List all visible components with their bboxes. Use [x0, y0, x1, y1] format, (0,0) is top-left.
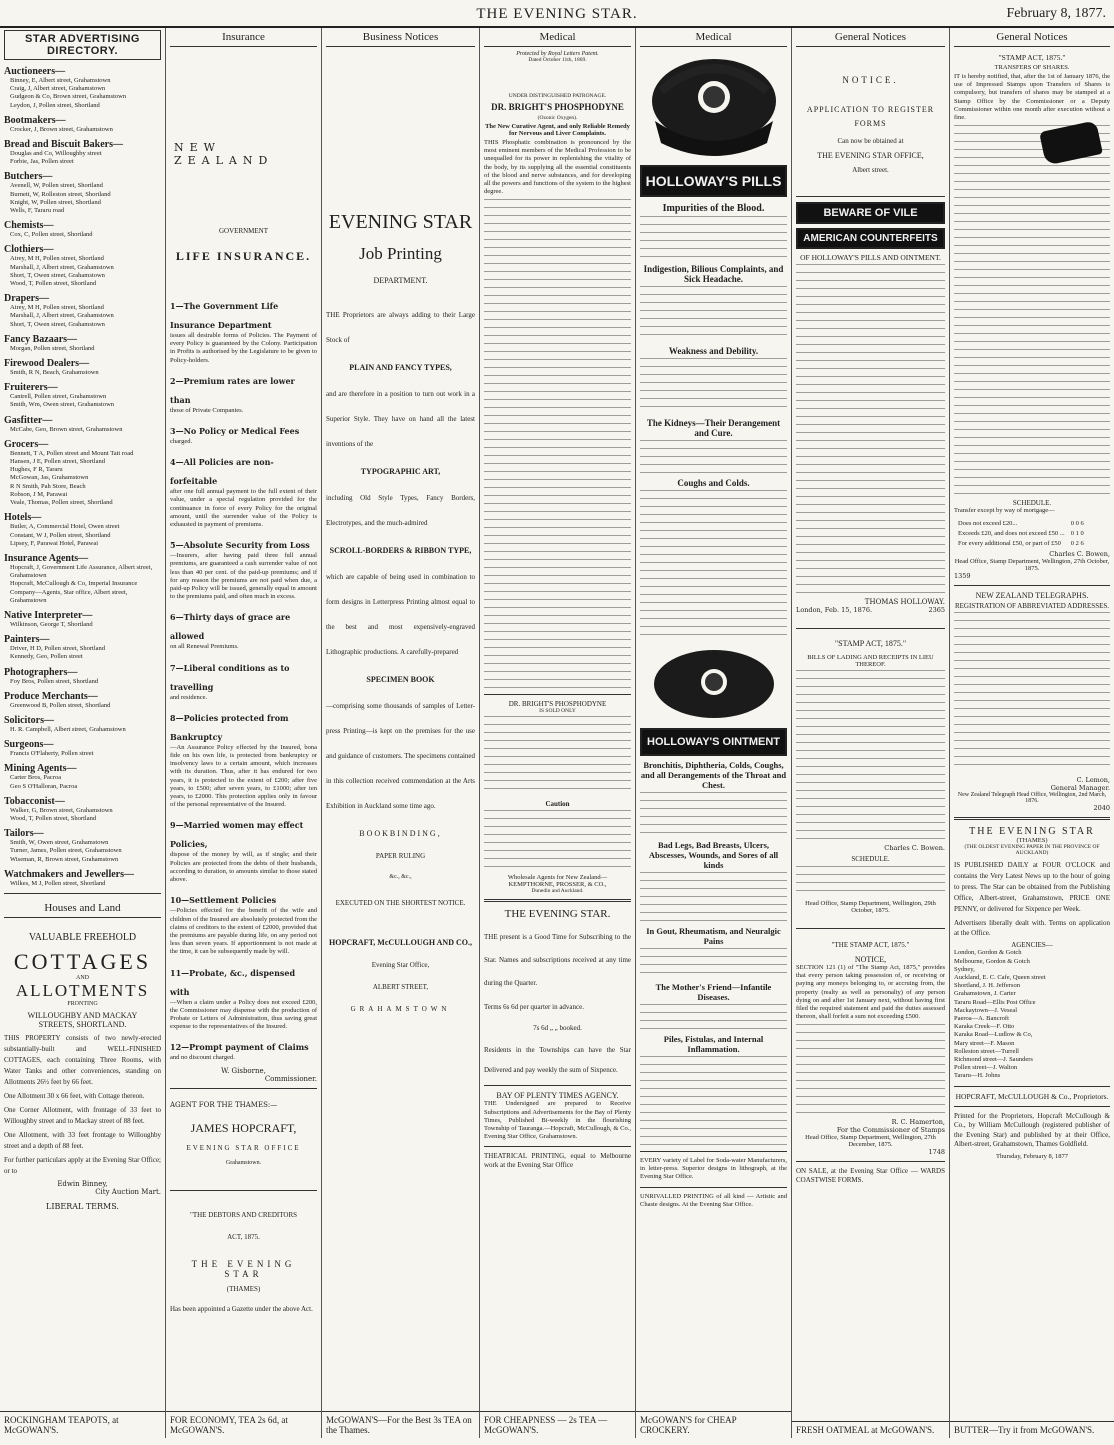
item-heading: 8—Policies protected from Bankruptcy — [170, 712, 289, 742]
mothers-friend-heading: The Mother's Friend—Infantile Diseases. — [655, 982, 772, 1002]
bowen-signature: Charles C. Bowen, — [1049, 550, 1110, 559]
item-heading: 1—The Government Life Insurance Department — [170, 301, 279, 330]
paper-ruling: PAPER RULING — [375, 852, 426, 860]
insurance-item — [170, 1035, 317, 1062]
and-text: AND — [76, 974, 89, 981]
column-header: Medical — [640, 28, 787, 47]
ointment-crest — [641, 644, 787, 724]
directory-category: Chemists— — [4, 220, 54, 232]
footer-ad: FRESH OATMEAL at McGOWAN'S. — [792, 1421, 949, 1438]
scroll-borders: SCROLL-BORDERS & RIBBON TYPE, — [329, 546, 472, 555]
item-heading: 2—Premium rates are lower than — [170, 375, 295, 405]
agency-entry: Pollen street—J. Walton — [954, 1064, 1018, 1072]
holloway-signature: THOMAS HOLLOWAY. — [864, 598, 945, 606]
agencies-heading: AGENCIES— — [1011, 941, 1053, 950]
plain-fancy-types: PLAIN AND FANCY TYPES, — [349, 363, 452, 372]
piles-heading: Piles, Fistulas, and Internal Inflammation. — [663, 1034, 764, 1054]
grahamstown: GRAHAMSTOWN — [350, 1005, 451, 1013]
thames-heading: (THAMES) — [226, 1284, 261, 1293]
directory-category: Auctioneers— — [4, 66, 66, 77]
star-heading: THE EVENING STAR — [191, 1258, 296, 1279]
column-header: Business Notices — [326, 28, 475, 47]
agent-office: EVENING STAR OFFICE — [186, 1143, 301, 1152]
directory-entry: Wells, F, Tararu road — [10, 207, 65, 215]
directory-entry: Wilkes, M J, Pollen street, Shortland — [10, 879, 106, 887]
ozonic-text: (Ozonic Oxygen). — [537, 115, 578, 121]
directory-entry: Hopcraft, J, Government Life Assurance, Albert street, Grahamstown — [10, 563, 153, 580]
telegraph-office: New Zealand Telegraph Head Office, Wellington, 2nd March, 1876. — [957, 792, 1107, 805]
patronage-text: UNDER DISTINGUISHED PATRONAGE. — [508, 93, 607, 99]
directory-entry: McCabe, Geo, Brown street, Grahamstown — [10, 425, 123, 433]
directory-entry: Wood, T, Pollen street, Shortland — [10, 280, 97, 288]
department-text: DEPARTMENT. — [373, 276, 428, 285]
directory-category: Butchers— — [4, 171, 53, 183]
valuable-heading: VALUABLE FREEHOLD — [28, 931, 137, 943]
agency-entry: Karaka Road—Ludlow & Co, — [954, 1031, 1033, 1039]
head-office: Head Office, Stamp Department, Wellington, 27th October, 1875. — [954, 558, 1110, 573]
old-style-text: including Old Style Types, Fancy Borders, Electrotypes, and the much-admired — [326, 494, 475, 527]
agency-entry: London, Gordon & Gotch — [954, 949, 1022, 957]
directory-category: Drapers— — [4, 293, 49, 305]
column-header: General Notices — [796, 28, 945, 47]
caution-text: Caution — [545, 800, 570, 809]
star-office: THE EVENING STAR OFFICE, — [817, 151, 924, 160]
insurance-item — [170, 369, 317, 415]
cottages-heading: COTTAGES — [13, 948, 152, 974]
telegraphs-heading: NEW ZEALAND TELEGRAPHS. — [975, 591, 1089, 601]
ad-number-2: 1748 — [928, 1148, 945, 1157]
directory-entry: Cox, C, Pollen street, Shortland — [10, 231, 93, 239]
directory-entry: Forbie, Jas, Pollen street — [10, 158, 74, 166]
transfers-text: IT is hereby notified, that, after the 1st of January 1876, the use of Impressed Stamps upon Transfers of Shares is compulsory, but transfers of shares may be stamped at a Stamp Office by the Commissioner or a Deputy Commissioner within one month after execution without a fine. — [954, 73, 1110, 122]
item-text: issues all desirable forms of Policies. The Payment of every Policy is guaranteed by the Colony. Participation in Profits is authorised by the Legislature to be given to Policy-holders. — [170, 332, 317, 364]
directory-entry: Craig, J, Albert street, Grahamstown — [10, 85, 106, 93]
sale-ad: ON SALE, at the Evening Star Office — WARDS COASTWISE FORMS. — [796, 1167, 945, 1185]
oldest-text: (THE OLDEST EVENING PAPER IN THE PROVINCE OF AUCKLAND) — [964, 844, 1100, 857]
directory-entry: Kennedy, Geo, Pollen street — [10, 653, 83, 661]
star-office: Evening Star Office, — [371, 961, 430, 969]
albert-street: ALBERT STREET, — [372, 983, 429, 991]
directory-entry: Walker, G, Brown street, Grahamstown — [10, 806, 113, 814]
schedule-label: For every additional £50, or part of £50 — [958, 540, 1061, 548]
directory-entry: Binney, E, Albert street, Grahamstown — [10, 77, 111, 84]
proprietors-text: THE Proprietors are always adding to their Large Stock of — [326, 311, 475, 344]
published-text: IS PUBLISHED DAILY at FOUR O'CLOCK and contains the Very Latest News up to the hour of going to press. The Star can be obtained from the Publishing Office, Albert-street, Grahamstown, PRICE ONE PENNY, or delivered for Sixpence per Week. — [954, 861, 1110, 914]
agent-name: JAMES HOPCRAFT, — [190, 1120, 297, 1135]
agencies-list — [954, 949, 1110, 1080]
schedule-heading: SCHEDULE. — [851, 855, 890, 863]
item-heading: 11—Probate, &c., dispensed with — [170, 967, 296, 997]
insurance-item — [170, 961, 317, 1032]
executed-text: EXECUTED ON THE SHORTEST NOTICE. — [335, 899, 466, 907]
directory-entry: Cantrell, Pollen street, Grahamstown — [10, 393, 107, 401]
insurance-item — [170, 813, 317, 884]
notice-heading: NOTICE. — [842, 75, 899, 85]
bowen-signature: Charles C. Bowen. — [884, 844, 945, 852]
job-printing-heading: Job Printing — [359, 244, 442, 263]
evening-star-heading: EVENING STAR — [328, 211, 473, 233]
specimen-book: SPECIMEN BOOK — [366, 675, 435, 684]
directory-category: Bread and Biscuit Bakers— — [4, 139, 123, 151]
residents-text: Residents in the Townships can have the Star Delivered and pay weekly the sum of Sixpence. — [484, 1046, 631, 1075]
directory-entry: Douglas and Co, Willoughby street — [10, 150, 102, 158]
column-header: General Notices — [954, 28, 1110, 47]
wholesale-text: Wholesale Agents for New Zealand— — [507, 874, 608, 882]
streets-text: WILLOUGHBY AND MACKAY STREETS, SHORTLAND. — [27, 1010, 138, 1029]
agency-entry: Grahamstown, J. Carter — [954, 990, 1016, 998]
column-directory — [0, 28, 166, 1438]
kidneys-heading: The Kidneys—Their Derangement and Cure. — [646, 418, 781, 438]
item-heading: 6—Thirty days of grace are allowed — [170, 612, 291, 642]
bills-heading: BILLS OF LADING AND RECEIPTS IN LIEU THEREOF. — [807, 654, 934, 668]
gov-heading: GOVERNMENT — [219, 227, 268, 235]
star-heading: THE EVENING STAR — [969, 826, 1095, 838]
hamerton-signature: R. C. Hamerton, — [891, 1118, 945, 1127]
theatrical-printing: THEATRICAL PRINTING, equal to Melbourne work at the Evening Star Office — [484, 1152, 631, 1170]
directory-entry: McGowan, Jas, Grahamstown — [10, 474, 89, 482]
item-text: charged. — [170, 438, 193, 446]
stamp-act-heading-2: "THE STAMP ACT, 1875." — [831, 941, 910, 949]
directory-category: Firewood Dealers— — [4, 358, 90, 370]
agency-entry: Karaka Creek—F. Otto — [954, 1023, 1015, 1031]
insurance-items — [170, 294, 317, 1063]
issue-date-footer: Thursday, February 8, 1877 — [996, 1152, 1068, 1160]
directory-entry: Veale, Thomas, Pollen street, Shortland — [10, 499, 113, 507]
commissioner-text: For the Commissioner of Stamps — [836, 1126, 945, 1135]
nz-heading: NEW ZEALAND — [174, 141, 274, 167]
notice-heading-2: NOTICE, — [854, 955, 887, 964]
item-heading: 7—Liberal conditions as to travelling — [170, 662, 290, 692]
register-forms: APPLICATION TO REGISTER FORMS — [806, 105, 935, 128]
life-insurance-heading: LIFE INSURANCE. — [175, 249, 312, 263]
directory-category: Produce Merchants— — [4, 690, 98, 702]
ad-number-2: 2040 — [1093, 804, 1110, 813]
directory-entry: Morgan, Pollen street, Shortland — [10, 344, 95, 352]
schedule-table — [954, 518, 1088, 550]
directory-entry: Crocker, J, Brown street, Grahamstown — [10, 125, 113, 133]
insurance-item — [170, 294, 317, 365]
item-text: dispose of the money by will, as if single; and their Policies are protected from the debts of their husbands, according to duration, to amounts similar to those stated above. — [170, 851, 317, 884]
schedule-row — [956, 540, 1086, 548]
directory-category: Fruiterers— — [4, 382, 58, 394]
dunedin-text: Dunedin and Auckland. — [531, 888, 584, 895]
directory-category: Tobacconist— — [4, 795, 65, 807]
weakness-heading: Weakness and Debility. — [668, 346, 759, 356]
directory-entry: Smith, R N, Beach, Grahamstown — [10, 369, 99, 377]
liberal-terms: LIBERAL TERMS. — [46, 1201, 119, 1211]
albert-street: Albert street. — [852, 166, 889, 174]
directory-entry: R N Smith, Pah Store, Beach — [10, 482, 86, 490]
indigestion-heading: Indigestion, Bilious Complaints, and Sick Headache. — [643, 264, 784, 284]
directory-category: Grocers— — [4, 438, 49, 450]
directory-entry: Geo S O'Halloran, Pacroa — [10, 782, 78, 790]
labels-ad: EVERY variety of Label for Soda-water Manufacturers, in letter-press. Superior designs in lithograph, at the Evening Star Office. — [640, 1157, 787, 1181]
etc-text: &c., &c., — [389, 874, 412, 880]
directory-list — [4, 66, 161, 888]
directory-entry: Driver, H D, Pollen street, Shortland — [10, 645, 106, 653]
beware-banner: BEWARE OF VILE — [796, 202, 945, 224]
insurance-item — [170, 605, 317, 651]
counterfeits-banner: AMERICAN COUNTERFEITS — [796, 228, 945, 249]
directory-category: Fancy Bazaars— — [4, 333, 78, 345]
directory-entry: Turner, James, Pollen street, Grahamstown — [10, 847, 122, 855]
schedule-label: Exceeds £20, and does not exceed £50 ... — [958, 530, 1065, 538]
footer-ad: ROCKINGHAM TEAPOTS, at McGOWAN'S. — [0, 1411, 165, 1438]
directory-entry: Robson, J M, Parawai — [10, 490, 68, 498]
transfer-line: Transfer except by way of mortgage— — [954, 507, 1055, 515]
holloway-pills-banner: HOLLOWAY'S PILLS — [640, 165, 787, 197]
item-heading: 4—All Policies are non-forfeitable — [170, 457, 274, 487]
footer-ad: FOR ECONOMY, TEA 2s 6d, at McGOWAN'S. — [166, 1411, 321, 1438]
letterpress-text: which are capable of being used in combination to form designs in Letterpress Printing almost equal to the best and most expensively-engraved Lithographic productions. A carefully-prepared — [326, 573, 475, 656]
proprietors: HOPCRAFT, McCULLOUGH & Co., Proprietors. — [955, 1091, 1109, 1101]
directory-entry: Marshall, J, Albert street, Grahamstown — [10, 312, 114, 320]
bad-legs-heading: Bad Legs, Bad Breasts, Ulcers, Abscesses, Wounds, and Sores of all kinds — [648, 840, 779, 870]
bookbinding: BOOKBINDING, — [359, 829, 442, 838]
subscription-text: THE present is a Good Time for Subscribing to the Star. Names and subscriptions received at any time during the Quarter. — [484, 933, 631, 988]
agent-town: Grahamstown. — [225, 1159, 262, 1166]
schedule-heading: SCHEDULE. — [1012, 499, 1052, 508]
directory-entry: Wiseman, R, Brown street, Grahamstown — [10, 855, 119, 863]
directory-entry: Greenwood B, Pollen street, Shortland — [10, 701, 111, 709]
phosphodyne-subtitle: The New Curative Agent, and only Reliable Remedy for Nervous and Liver Complaints. — [485, 123, 630, 137]
advertisers-text: Advertisers liberally dealt with. Terms on application at the Office. — [954, 919, 1110, 938]
item-text: —Policies effected for the benefit of the wife and children of the Insured are absolutely protected from the claims of creditors to the extent of £2000, provided that the premiums are payable during life, on any period not less than seven years. If apportionment is not made at the time, it can be subsequently made by will. — [170, 907, 317, 956]
agency-entry: Shortland, J. H. Jefferson — [954, 982, 1020, 990]
directory-category: Painters— — [4, 634, 50, 646]
terms-text: Terms 6s 6d per quarter in advance. — [484, 1003, 584, 1012]
stamp-act-heading: "STAMP ACT, 1875." — [834, 639, 907, 648]
bronchitis-heading: Bronchitis, Diphtheria, Colds, Coughs, and all Derangements of the Throat and Chest. — [640, 760, 787, 790]
directory-entry: Butler, A, Commercial Hotel, Owen street — [10, 523, 120, 531]
schedule-row — [956, 520, 1086, 528]
houses-header: Houses and Land — [4, 899, 161, 918]
item-heading: 10—Settlement Policies — [170, 895, 277, 906]
directory-entry: Bennett, T A, Pollen street and Mount Tait road — [10, 449, 134, 457]
directory-category: Watchmakers and Jewellers— — [4, 868, 134, 880]
item-text: and residence. — [170, 693, 208, 701]
agent-heading: AGENT FOR THE THAMES:— — [170, 1100, 278, 1109]
insurance-item — [170, 450, 317, 529]
item-text: —Insurers, after having paid three full annual premiums, are guaranteed a cash surrender value of not less than 40 per cent. of the paid-up premiums; and if for any reason the premiums are not paid when due, a paid-up Policy will be issued, generally equal in amount to the premiums paid, and often much in excess. — [170, 552, 317, 601]
directory-category: Gasfitter— — [4, 414, 53, 426]
item-heading: 9—Married women may effect Policies, — [170, 820, 304, 850]
footer-ad: FOR CHEAPNESS — 2s TEA — McGOWAN'S. — [480, 1411, 635, 1438]
london-date: London, Feb. 15, 1876. — [796, 606, 873, 614]
issue-date: February 8, 1877. — [1006, 6, 1106, 21]
head-office: Head Office, Stamp Department, Wellington, 29th October, 1875. — [805, 900, 936, 914]
allotment-3: One Allotment, with 33 feet frontage to Willoughby street and a depth of 88 feet. — [4, 1130, 161, 1150]
insurance-item — [170, 706, 317, 810]
agency-entry: Melbourne, Gordon & Gotch — [954, 957, 1030, 965]
agency-entry: Mackaytown—J. Veseal — [954, 1006, 1018, 1014]
kempthorne-text: KEMPTHORNE, PROSSER, & CO., — [508, 881, 607, 889]
schedule-row — [956, 530, 1086, 538]
directory-entry: Hansen, J E, Pollen street, Shortland — [10, 458, 105, 466]
insurance-item — [170, 888, 317, 956]
registration-heading: REGISTRATION OF ABBREVIATED ADDRESSES. — [954, 602, 1110, 611]
item-heading: 3—No Policy or Medical Fees — [170, 426, 300, 437]
directory-entry: Airey, M H, Pollen street, Shortland — [10, 304, 104, 312]
column-business — [322, 28, 480, 1438]
bop-heading: BAY OF PLENTY TIMES AGENCY. — [496, 1091, 619, 1101]
section-121-text: SECTION 121 (1) of "The Stamp Act, 1875," provides that every person taking possession of, or receiving or paying any moneys belonging to, or accruing from, the property (realty as well as personalty) of any person dying on and after 1st January next, without having first filed the required statement and paid the duties assessed thereon, shall forfeit a sum not exceeding £500. — [796, 964, 945, 1021]
item-text: —When a claim under a Policy does not exceed £200, the Commissioner may dispense with the production of Probate or Letters of Administration, thus saving great expense to the representatives of the Insured. — [170, 998, 317, 1031]
agency-entry: Richmond street—J. Saunders — [954, 1056, 1033, 1064]
directory-category: Photographers— — [4, 666, 78, 678]
sold-only: IS SOLD ONLY — [539, 708, 576, 715]
item-text: those of Private Companies. — [170, 406, 244, 414]
debtors-heading: "THE DEBTORS AND CREDITORS — [189, 1210, 298, 1219]
schedule-label: Does not exceed £20... — [958, 520, 1018, 528]
directory-entry: Short, T, Owen street, Grahamstown — [10, 320, 105, 328]
holloway-notice: OF HOLLOWAY'S PILLS AND OINTMENT. — [800, 253, 941, 262]
specimen-text: —comprising some thousands of samples of Letter-press Printing—is kept on the premises for the use and guidance of customers. The specimens contained in this collection received commendation at the Arts Exhibition in Auckland some time ago. — [326, 702, 475, 810]
property-text: THIS PROPERTY consists of two newly-erected substantially-built and WELL-FINISHED COTTAGES, each containing Three Rooms, with Water Tanks and other conveniences, standing on Allotments 26½ feet by 66 feet. — [4, 1033, 161, 1086]
directory-entry: Smith, Wm, Owen street, Grahamstown — [10, 401, 115, 409]
patent-text: Protected by Royal Letters Patent. — [516, 51, 599, 57]
holloway-crest — [641, 51, 787, 161]
item-heading: 5—Absolute Security from Loss — [170, 540, 310, 551]
directory-category: Bootmakers— — [4, 114, 66, 126]
directory-category: Native Interpreter— — [4, 609, 93, 621]
dated-text: Dated October 11th, 1869. — [528, 57, 587, 63]
insurance-item — [170, 533, 317, 601]
superior-style-text: and are therefore in a position to turn out work in a Superior Style. They have on hand all the latest inventions of the — [326, 390, 475, 448]
star-heading: THE EVENING STAR. — [504, 908, 611, 921]
schedule-value: 0 1 0 — [1070, 530, 1084, 538]
footer-ad: BUTTER—Try it from McGOWAN'S. — [950, 1421, 1114, 1438]
column-medical-1 — [480, 28, 636, 1438]
directory-entry: Smith, W, Owen street, Grahamstown — [10, 839, 109, 847]
directory-entry: Airey, M H, Pollen street, Shortland — [10, 255, 104, 263]
item-text: after one full annual payment to the full extent of their value, under a special regulation provided for the continuance in force of every Policy for the original amount, until the surrender value of the Policy is exhausted in payment of premiums. — [170, 488, 317, 529]
printed-text: Printed for the Proprietors, Hopcraft McCullough & Co., by William McCullough (registered publisher of the Evening Star) and published by at their Office, Albert-street, Grahamstown, Thames Goldfield. — [954, 1111, 1110, 1149]
allotment-1: One Allotment 30 x 66 feet, with Cottage thereon. — [4, 1091, 145, 1100]
directory-entry: Hopcraft, McCullough & Co, Imperial Insurance Company—Agents, Star office, Albert street, Grahamstown — [10, 580, 138, 604]
directory-entry: Carter Bros, Pacroa — [10, 774, 62, 782]
masthead — [0, 0, 1114, 28]
agency-entry: Sydney, — [954, 965, 975, 973]
booked-text: 7s 6d „ „ booked. — [533, 1024, 582, 1033]
signature-place: City Auction Mart. — [95, 1187, 161, 1196]
directory-entry: Knight, W, Pollen street, Shortland — [10, 198, 101, 206]
transfers-heading: TRANSFERS OF SHARES. — [994, 64, 1070, 71]
directory-entry: Hughes, F R, Tararu — [10, 466, 63, 474]
column-general-2 — [950, 28, 1114, 1438]
column-header: Insurance — [170, 28, 317, 47]
thames-text: (THAMES) — [1016, 837, 1048, 845]
lemon-signature: C. Lemon, — [1076, 776, 1110, 785]
typographic-art: TYPOGRAPHIC ART, — [360, 467, 441, 476]
footer-ad: McGOWAN'S for CHEAP CROCKERY. — [636, 1411, 791, 1438]
holloway-ointment-banner: HOLLOWAY'S OINTMENT — [640, 728, 787, 756]
insurance-item — [170, 419, 317, 446]
agency-entry: Auckland, E. C. Cafe, Queen street — [954, 974, 1046, 982]
ad-number-1: 1359 — [954, 572, 971, 581]
hopcraft-heading: HOPCRAFT, McCULLOUGH AND CO., — [329, 938, 472, 947]
phosphodyne-sold-title: DR. BRIGHT'S PHOSPHODYNE — [508, 700, 607, 709]
general-manager: General Manager. — [1050, 784, 1110, 793]
agency-entry: Paeroa—A. Bancroft — [954, 1015, 1009, 1023]
footer-ad: McGOWAN'S—For the Best 3s TEA on the Thames. — [322, 1411, 479, 1438]
directory-entry: Avenell, W, Pollen street, Shortland — [10, 182, 103, 190]
signature: W. Gisborne, — [221, 1066, 266, 1075]
unrivalled-ad: UNRIVALLED PRINTING of all kind — Artistic and Chaste designs. At the Evening Star Office. — [640, 1192, 787, 1208]
stamp-act-heading: "STAMP ACT, 1875." — [998, 53, 1066, 62]
directory-entry: Foy Bros, Pollen street, Shortland — [10, 677, 99, 685]
agency-entry: Mary street—F. Mason — [954, 1039, 1015, 1047]
column-header: Medical — [484, 28, 631, 47]
directory-category: Tailors— — [4, 828, 44, 840]
directory-entry: Marshall, J, Albert street, Grahamstown — [10, 263, 114, 271]
directory-entry: H. R. Campbell, Albert street, Grahamstown — [10, 725, 126, 733]
directory-title: STAR ADVERTISING DIRECTORY. — [4, 30, 161, 60]
coughs-heading: Coughs and Colds. — [677, 478, 750, 488]
directory-entry: Leydon, J, Pollen street, Shortland — [10, 101, 100, 109]
head-office-2: Head Office, Stamp Department, Wellington, 27th December, 1875. — [805, 1134, 936, 1149]
newspaper-title: THE EVENING STAR. — [476, 6, 638, 22]
column-medical-2 — [636, 28, 792, 1438]
allotments-heading: ALLOTMENTS — [15, 980, 150, 1000]
bop-text: THE Undersigned are prepared to Receive Subscriptions and Advertisements for the Bay of Plenty Times, Published Bi-weekly in the flourishing Township of Tauranga.—Hopcraft, McCullough, & Co., Evening Star Office, Grahamstown. — [484, 1100, 631, 1141]
directory-entry: Gudgeon & Co, Brown street, Grahamstown — [10, 93, 127, 101]
schedule-value: 0 0 6 — [1070, 520, 1084, 528]
signature: Edwin Binney, — [57, 1179, 108, 1188]
item-heading: 12—Prompt payment of Claims — [170, 1042, 309, 1053]
gout-heading: In Gout, Rheumatism, and Neuralgic Pains — [646, 926, 781, 946]
directory-entry: Short, T, Owen street, Grahamstown — [10, 271, 105, 279]
column-insurance — [166, 28, 322, 1438]
fronting-text: FRONTING — [67, 1000, 98, 1007]
directory-entry: Constant, W J, Pollen street, Shortland — [10, 531, 111, 539]
insurance-item — [170, 656, 317, 702]
impurities-heading: Impurities of the Blood. — [662, 203, 765, 214]
directory-category: Hotels— — [4, 512, 42, 524]
directory-category: Insurance Agents— — [4, 552, 89, 564]
column-general-1 — [792, 28, 950, 1438]
ad-number: 2365 — [928, 606, 945, 614]
item-text: —An Assurance Policy effected by the Insured, bona fide on his own life, is protected from bankruptcy or insolvency laws to a certain amount, which increases with its duration. Thus, after it has endured for two years, it is protected to the extent of £200; after five years, to £500; after seven years, to £1000; after ten years, to £2000. This protection applies only in favour of the personal representative of the Insured. — [170, 743, 317, 809]
schedule-value: 0 2 6 — [1070, 540, 1084, 548]
directory-category: Clothiers— — [4, 244, 54, 256]
directory-category: Solicitors— — [4, 714, 54, 726]
obtain-text: Can now be obtained at — [837, 137, 904, 145]
directory-entry: Burnett, W, Rolleston street, Shortland — [10, 190, 111, 198]
allotment-2: One Corner Allotment, with frontage of 33 feet to Willoughby street and to Mackay street of 88 feet. — [4, 1105, 161, 1125]
directory-entry: Lipsey, F, Parawai Hotel, Parawai — [10, 539, 99, 547]
agency-entry: Rolleston street—Turrell — [954, 1047, 1019, 1055]
gazette-text: Has been appointed a Gazette under the above Act. — [170, 1304, 313, 1313]
directory-entry: Wood, T, Pollen street, Shortland — [10, 814, 97, 822]
act-heading: ACT, 1875. — [227, 1232, 260, 1241]
phosphodyne-body: THIS Phosphatic combination is pronounced by the most eminent members of the Medical Profession to be unequalled for its power in replenishing the vitality of the body, by its supplying all the essential constituents of the blood and nerve substances, and for developing all the powers and functions of the system to the highest degree. — [484, 139, 631, 196]
agency-entry: Tararu—H. Johns — [954, 1072, 1001, 1080]
item-text: and no discount charged. — [170, 1054, 235, 1062]
signature-role: Commissioner. — [264, 1074, 317, 1083]
agency-entry: Tararu Road—Ellis Post Office — [954, 998, 1036, 1006]
directory-entry: Wilkinson, George T, Shortland — [10, 620, 93, 628]
phosphodyne-title: DR. BRIGHT'S PHOSPHODYNE — [491, 102, 624, 112]
directory-category: Surgeons— — [4, 739, 54, 751]
directory-entry: Francis O'Flaherty, Pollen street — [10, 750, 94, 758]
particulars-text: For further particulars apply at the Evening Star Office; or to — [4, 1155, 161, 1175]
directory-category: Mining Agents— — [4, 763, 77, 775]
item-text: on all Renewal Premiums. — [170, 643, 239, 651]
